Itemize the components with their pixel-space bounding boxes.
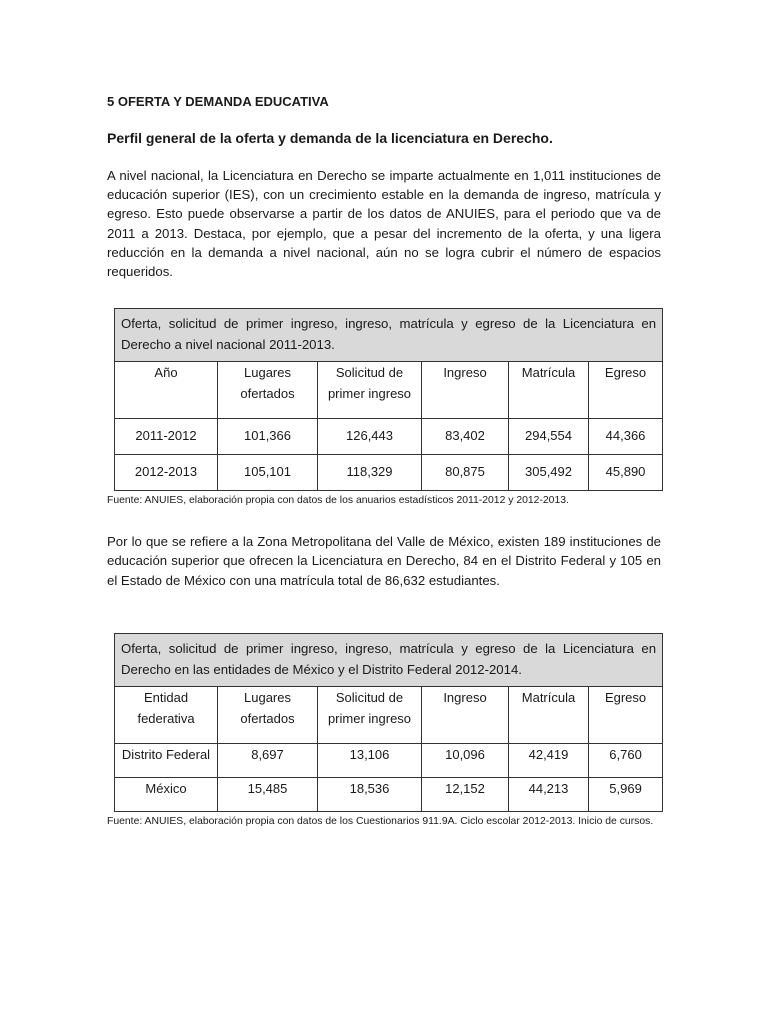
sub-heading: Perfil general de la oferta y demanda de la licenciatura en Derecho. bbox=[107, 130, 553, 146]
paragraph-national: A nivel nacional, la Licenciatura en Derecho se imparte actualmente en 1,011 instituciones de educación superior (IES), con un crecimiento estable en la demanda de ingreso, matrícula y egreso. Esto puede observarse a partir de los datos de ANUIES, para el periodo que va de 2011 a 2013. Destaca, por ejemplo, que a pesar del incremento de la oferta, y una ligera reducción en la demanda a nivel nacional, aún no se logra cubrir el número de espacios requeridos. bbox=[107, 168, 661, 280]
table-cell: 118,329 bbox=[318, 455, 422, 491]
table-cell: 2011-2012 bbox=[115, 419, 218, 455]
table-row bbox=[115, 777, 663, 811]
table-row bbox=[115, 419, 663, 455]
table-cell: 2012-2013 bbox=[115, 455, 218, 491]
table-cell: 13,106 bbox=[318, 743, 422, 777]
column-header: Solicitud de primer ingreso bbox=[318, 362, 422, 419]
table-caption: Oferta, solicitud de primer ingreso, ingreso, matrícula y egreso de la Licenciatura en Derecho a nivel nacional 2011-2013. bbox=[115, 309, 663, 362]
table-cell: 105,101 bbox=[218, 455, 318, 491]
column-header: Egreso bbox=[589, 686, 663, 743]
table-cell: 83,402 bbox=[422, 419, 509, 455]
column-header: Matrícula bbox=[509, 362, 589, 419]
column-header: Solicitud de primer ingreso bbox=[318, 686, 422, 743]
table-cell: 8,697 bbox=[218, 743, 318, 777]
table-cell: 126,443 bbox=[318, 419, 422, 455]
document-page bbox=[107, 93, 661, 830]
table-cell: 80,875 bbox=[422, 455, 509, 491]
table-entities bbox=[114, 633, 663, 812]
table-header-row bbox=[115, 362, 663, 419]
column-header: Entidad federativa bbox=[115, 686, 218, 743]
table-row bbox=[115, 455, 663, 491]
table-cell: 45,890 bbox=[589, 455, 663, 491]
table-cell: 18,536 bbox=[318, 777, 422, 811]
table-cell: 6,760 bbox=[589, 743, 663, 777]
table-cell: 5,969 bbox=[589, 777, 663, 811]
section-heading: 5 OFERTA Y DEMANDA EDUCATIVA bbox=[107, 94, 329, 109]
table-source-note: Fuente: ANUIES, elaboración propia con datos de los Cuestionarios 911.9A. Ciclo escolar 2012-2013. Inicio de cursos. bbox=[107, 815, 654, 827]
table-cell: 42,419 bbox=[509, 743, 589, 777]
table-caption: Oferta, solicitud de primer ingreso, ingreso, matrícula y egreso de la Licenciatura en Derecho en las entidades de México y el Distrito Federal 2012-2014. bbox=[115, 633, 663, 686]
table-cell: 294,554 bbox=[509, 419, 589, 455]
table-header-row bbox=[115, 686, 663, 743]
paragraph-metropolitan: Por lo que se refiere a la Zona Metropolitana del Valle de México, existen 189 instituciones de educación superior que ofrecen la Licenciatura en Derecho, 84 en el Distrito Federal y 105 en el Estado de México con una matrícula total de 86,632 estudiantes. bbox=[107, 534, 661, 588]
table-row bbox=[115, 743, 663, 777]
column-header: Ingreso bbox=[422, 686, 509, 743]
table-cell: 305,492 bbox=[509, 455, 589, 491]
column-header: Ingreso bbox=[422, 362, 509, 419]
column-header: Año bbox=[115, 362, 218, 419]
table-cell: 12,152 bbox=[422, 777, 509, 811]
table-cell: 44,213 bbox=[509, 777, 589, 811]
table-national bbox=[114, 308, 663, 491]
table-cell: México bbox=[115, 777, 218, 811]
table-cell: 15,485 bbox=[218, 777, 318, 811]
column-header: Lugares ofertados bbox=[218, 686, 318, 743]
table-cell: 44,366 bbox=[589, 419, 663, 455]
table-cell: 10,096 bbox=[422, 743, 509, 777]
column-header: Matrícula bbox=[509, 686, 589, 743]
column-header: Lugares ofertados bbox=[218, 362, 318, 419]
table-cell: Distrito Federal bbox=[115, 743, 218, 777]
table-source-note: Fuente: ANUIES, elaboración propia con datos de los anuarios estadísticos 2011-2012 y 2012-2013. bbox=[107, 495, 569, 507]
table-cell: 101,366 bbox=[218, 419, 318, 455]
column-header: Egreso bbox=[589, 362, 663, 419]
